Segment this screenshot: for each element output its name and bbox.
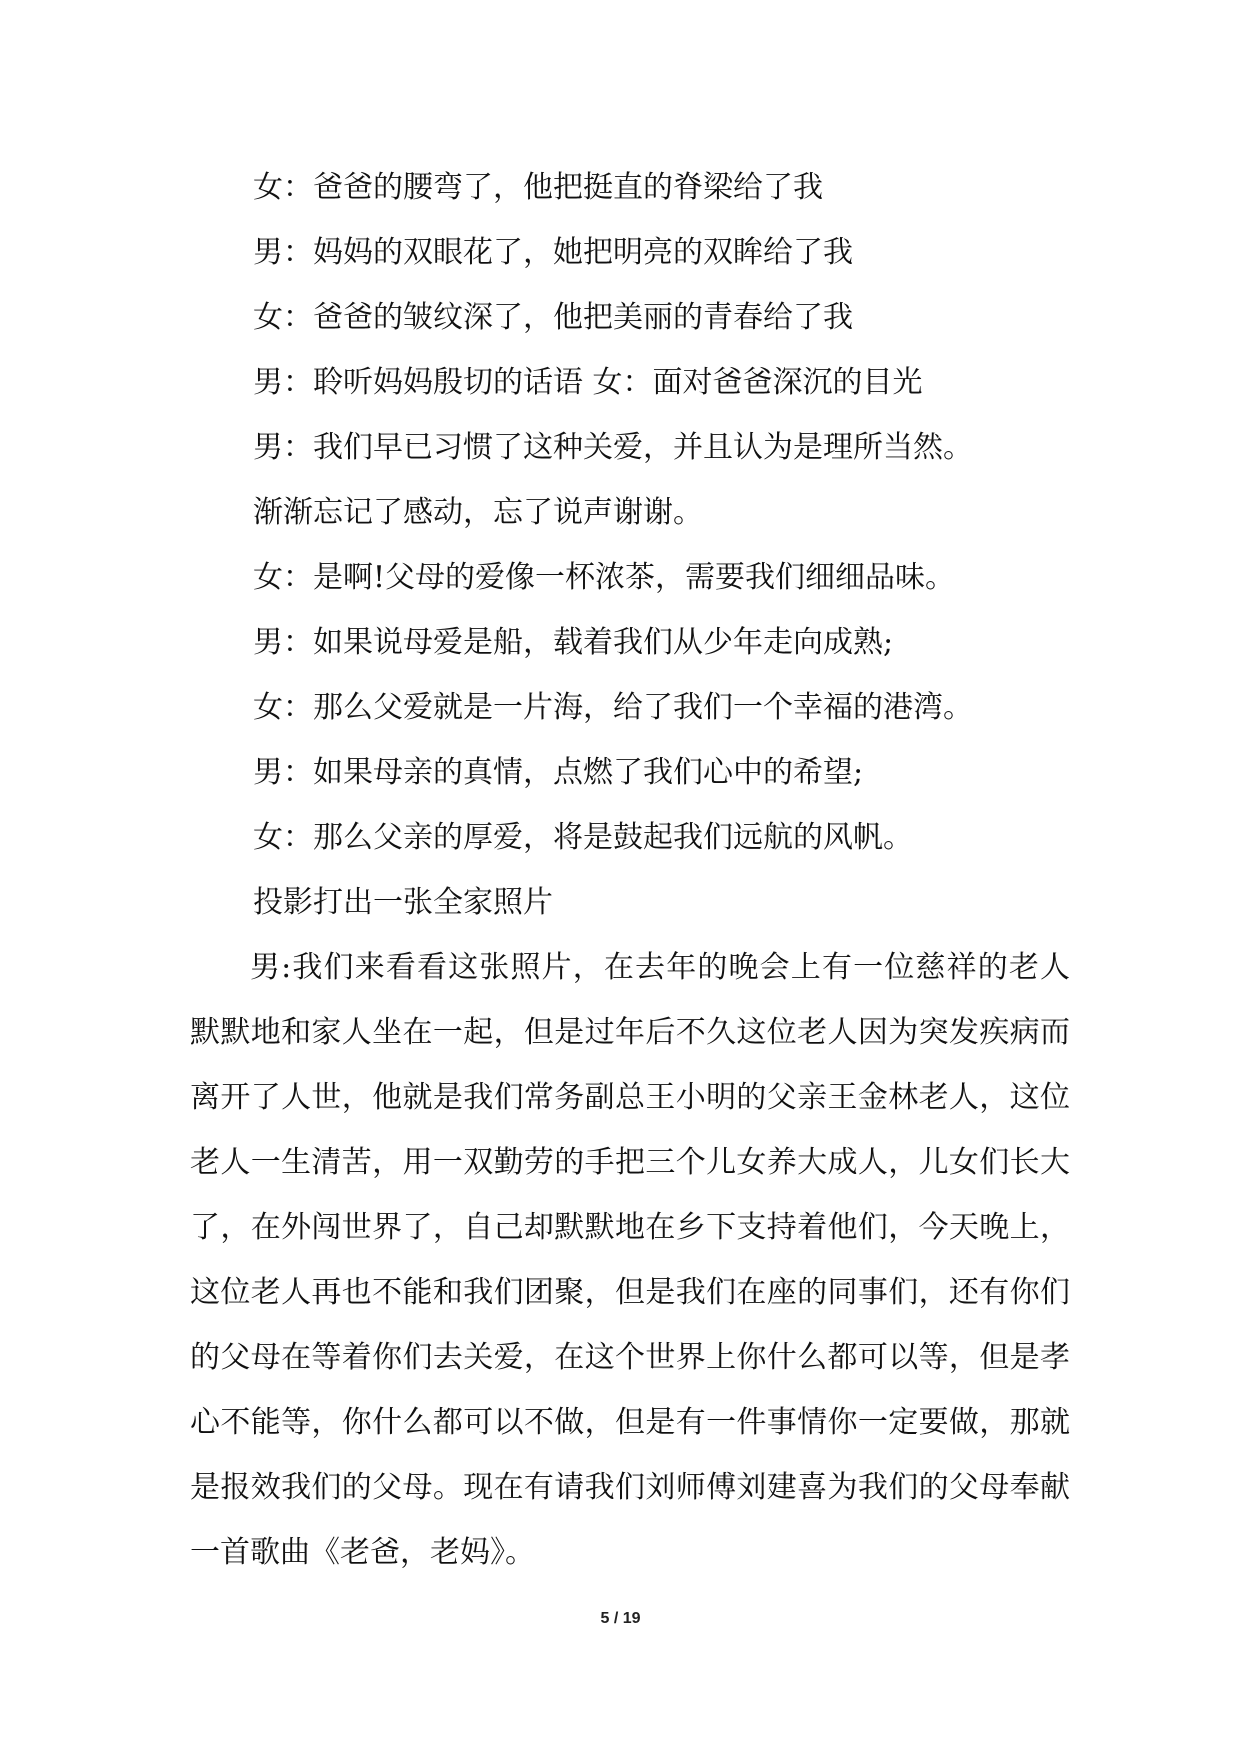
dialogue-line: 男：如果说母爱是船，载着我们从少年走向成熟; xyxy=(253,625,894,660)
page-number: 5 / 19 xyxy=(600,1610,641,1627)
dialogue-line: 男：聆听妈妈殷切的话语 女：面对爸爸深沉的目光 xyxy=(253,365,923,400)
document-body xyxy=(190,155,1070,1585)
dialogue-line: 渐渐忘记了感动，忘了说声谢谢。 xyxy=(253,495,703,530)
dialogue-line: 男：如果母亲的真情，点燃了我们心中的希望; xyxy=(253,755,864,790)
stage-direction: 投影打出一张全家照片 xyxy=(253,885,553,920)
dialogue-line: 女：那么父亲的厚爱，将是鼓起我们远航的风帆。 xyxy=(253,820,913,855)
dialogue-line: 女：爸爸的皱纹深了，他把美丽的青春给了我 xyxy=(253,300,853,335)
dialogue-line: 女：爸爸的腰弯了，他把挺直的脊梁给了我 xyxy=(253,170,823,205)
dialogue-line: 女：那么父爱就是一片海，给了我们一个幸福的港湾。 xyxy=(253,690,973,725)
dialogue-line: 女：是啊!父母的爱像一杯浓茶，需要我们细细品味。 xyxy=(253,560,956,595)
narration-paragraph: 男:我们来看看这张照片，在去年的晚会上有一位慈祥的老人默默地和家人坐在一起，但是过年后不久这位老人因为突发疾病而离开了人世，他就是我们常务副总王小明的父亲王金林老人，这位老人一生清苦，用一双勤劳的手把三个儿女养大成人，儿女们长大了，在外闯世界了，自己却默默地在乡下支持着他们，今天晚上，这位老人再也不能和我们团聚，但是我们在座的同事们，还有你们的父母在等着你们去关爱，在这个世界上你什么都可以等，但是孝心不能等，你什么都可以不做，但是有一件事情你一定要做，那就是报效我们的父母。现在有请我们刘师傅刘建喜为我们的父母奉献一首歌曲《老爸，老妈》。 xyxy=(190,950,1070,1570)
dialogue-line: 男：我们早已习惯了这种关爱，并且认为是理所当然。 xyxy=(253,430,973,465)
dialogue-line: 男：妈妈的双眼花了，她把明亮的双眸给了我 xyxy=(253,235,853,270)
